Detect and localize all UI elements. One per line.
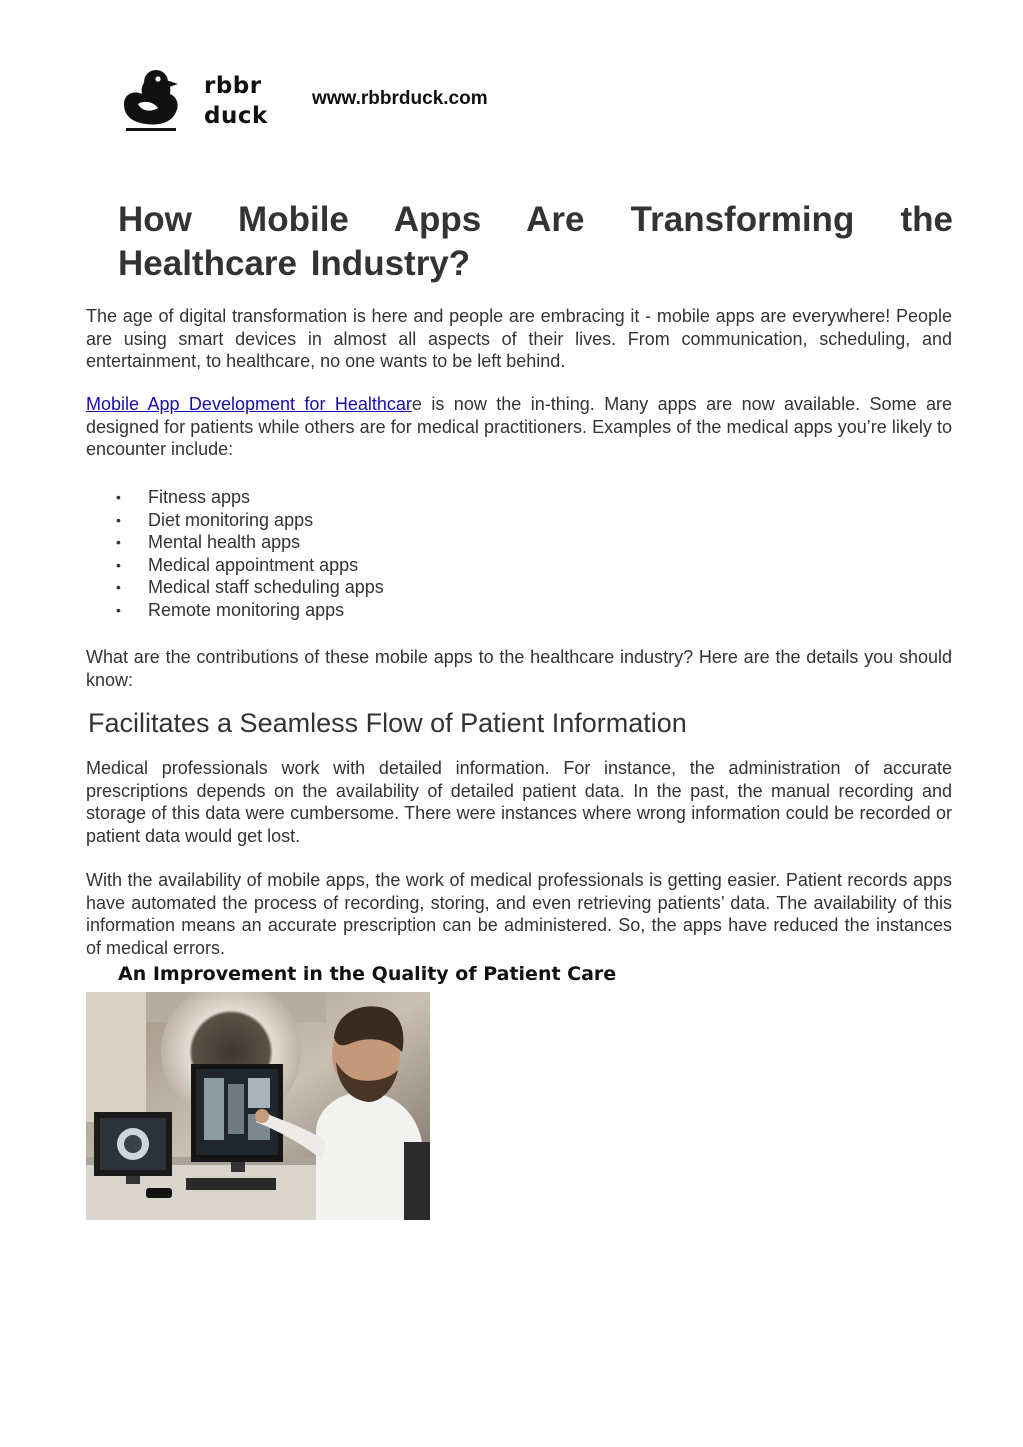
rbbr-duck-logo <box>120 64 300 132</box>
logo-text-line1: rbbr <box>204 73 262 99</box>
list-item: • Diet monitoring apps <box>86 509 384 532</box>
contributions-paragraph: What are the contributions of these mobile apps to the healthcare industry? Here are the details you should know: <box>86 647 952 690</box>
article-title: How Mobile Apps Are Transforming the Healthcare Industry? <box>118 200 953 283</box>
medical-apps-list <box>86 486 384 622</box>
logo-wordmark <box>204 74 268 128</box>
list-item: • Medical appointment apps <box>86 554 384 577</box>
section1-paragraph-2: With the availability of mobile apps, the work of medical professionals is getting easier. Patient records apps have automated the process of recording, storing, and even retrieving patients’ data. The availability of this information means an accurate prescription can be administered. So, the apps have reduced the instances of medical errors. <box>86 870 952 958</box>
healthcare-app-development-link[interactable]: Mobile App Development for Healthcar <box>86 394 412 414</box>
site-url[interactable]: www.rbbrduck.com <box>312 88 488 109</box>
link-paragraph <box>86 393 952 461</box>
list-item: • Mental health apps <box>86 531 384 554</box>
doctor-viewing-scans-image <box>86 992 430 1220</box>
duck-icon <box>120 64 186 132</box>
list-item: • Medical staff scheduling apps <box>86 576 384 599</box>
logo-text-line2: duck <box>204 103 268 129</box>
section-heading-patient-care: An Improvement in the Quality of Patient Care <box>118 963 617 985</box>
intro-paragraph: The age of digital transformation is here and people are embracing it - mobile apps are everywhere! People are using smart devices in almost all aspects of their lives. From communication, scheduling, and entertainment, to healthcare, no one wants to be left behind. <box>86 306 952 372</box>
list-item: • Fitness apps <box>86 486 384 509</box>
list-item: • Remote monitoring apps <box>86 599 384 622</box>
section1-paragraph-1: Medical professionals work with detailed information. For instance, the administration of accurate prescriptions depends on the availability of detailed patient data. In the past, the manual recording and storage of this data were cumbersome. There were instances where wrong information could be recorded or patient data would get lost. <box>86 758 952 846</box>
link-paragraph-text: e is now the in-thing. Many apps are now available. Some are designed for patients while others are for medical practitioners. Examples of the medical apps you’re likely to encounter include: <box>86 394 952 460</box>
section-heading-patient-information: Facilitates a Seamless Flow of Patient Information <box>88 708 687 738</box>
